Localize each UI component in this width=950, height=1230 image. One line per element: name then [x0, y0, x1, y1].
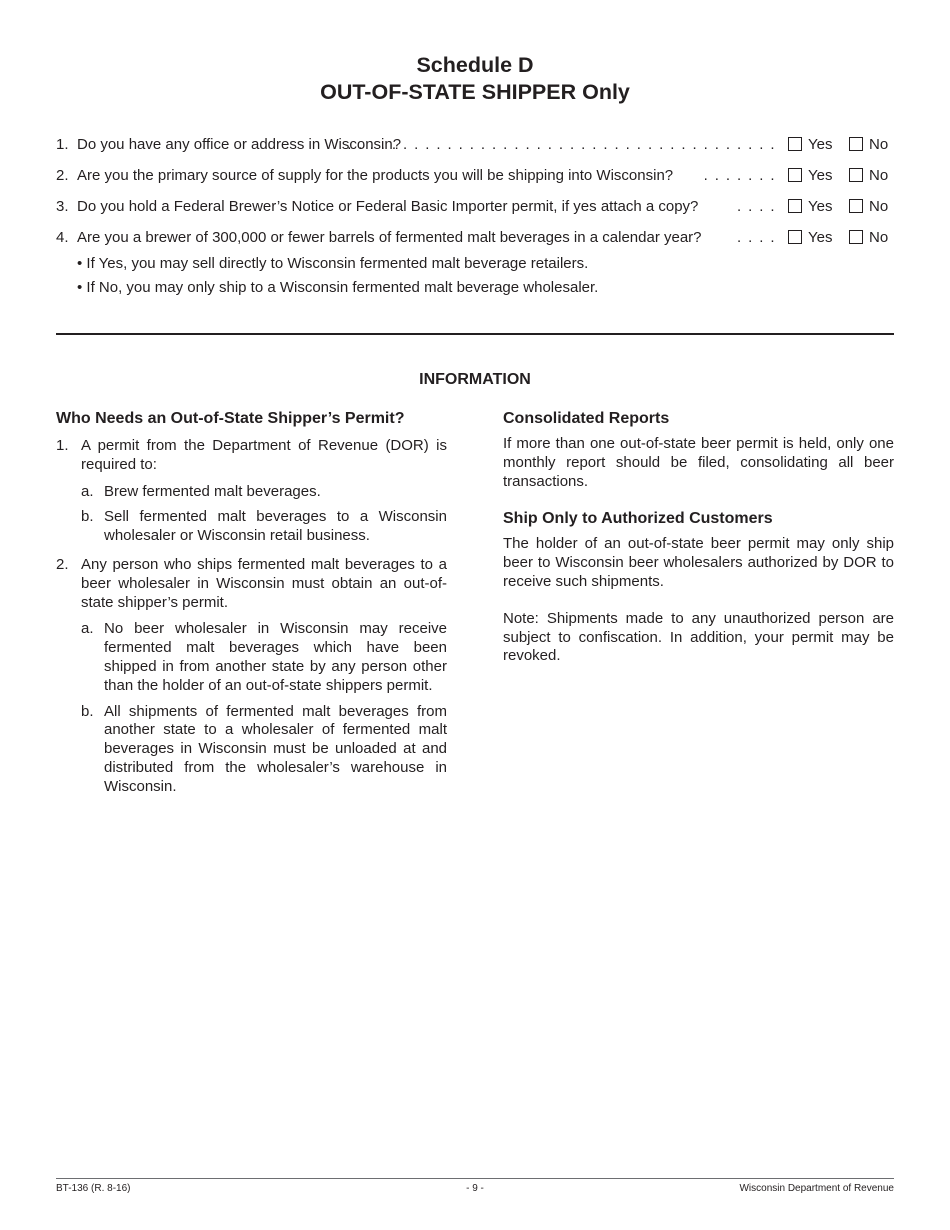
note-text: Note: Shipments made to any unauthorized person are subject to confiscation. In addition, your permit may be revoked.	[503, 609, 894, 665]
leader-dots: . . . .	[737, 198, 776, 215]
agency-name: Wisconsin Department of Revenue	[739, 1183, 894, 1194]
list-item-2b	[56, 703, 447, 797]
question-4	[56, 227, 894, 249]
form-number: BT-136 (R. 8-16)	[56, 1183, 131, 1194]
list-label: b.	[81, 508, 94, 526]
question-text: Do you have any office or address in Wisconsin?	[77, 136, 402, 153]
list-text: Sell fermented malt beverages to a Wisconsin wholesaler or Wisconsin retail business.	[104, 508, 447, 545]
leader-dots: . . . . . . .	[703, 167, 776, 184]
leader-dots: . . . .	[737, 229, 776, 246]
list-text: Brew fermented malt beverages.	[104, 482, 321, 500]
page-title	[0, 52, 950, 106]
checkbox-label: Yes	[808, 229, 833, 246]
ship-only-heading: Ship Only to Authorized Customers	[503, 510, 773, 528]
checkbox-label: Yes	[808, 136, 833, 153]
checkbox[interactable]	[788, 230, 802, 244]
question-text: Are you the primary source of supply for the products you will be shipping into Wisconsin?	[77, 167, 674, 184]
list-item-1	[56, 437, 447, 475]
checkbox[interactable]	[788, 168, 802, 182]
consolidated-reports-heading: Consolidated Reports	[503, 410, 670, 427]
checkbox[interactable]	[788, 137, 802, 151]
list-label: 1.	[56, 437, 69, 454]
page-number: - 9 -	[466, 1183, 484, 1194]
section-divider	[56, 333, 894, 335]
question-text: Are you a brewer of 300,000 or fewer barrels of fermented malt beverages in a calendar year?	[77, 229, 702, 246]
list-item-1a	[56, 483, 447, 502]
checkbox-label: No	[869, 229, 889, 246]
list-text: No beer wholesaler in Wisconsin may receive fermented malt beverages which have been shipped in from another state by any person other than the holder of an out-of-state shippers permit.	[104, 620, 447, 694]
list-text: Any person who ships fermented malt beverages to a beer wholesaler in Wisconsin must obtain an out-of-state shipper’s permit.	[81, 555, 447, 611]
question-number: 4.	[56, 229, 69, 246]
list-item-1b	[56, 508, 447, 546]
checkbox[interactable]	[849, 230, 863, 244]
footer-divider	[56, 1178, 894, 1179]
list-item-2	[56, 556, 447, 612]
information-heading: INFORMATION	[419, 371, 531, 388]
question-3	[56, 196, 894, 218]
bullet-yes: • If Yes, you may sell directly to Wisconsin fermented malt beverage retailers.	[77, 255, 589, 272]
checkbox-label: No	[869, 136, 889, 153]
bullet-no: • If No, you may only ship to a Wisconsin fermented malt beverage wholesaler.	[77, 279, 599, 296]
leader-dots: . . . . . . . . . . . . . . . . . . . . . . . . . . . . . . . . . . . . . . .	[347, 136, 776, 153]
checkbox[interactable]	[788, 199, 802, 213]
list-item-2a	[56, 620, 447, 695]
right-column	[503, 409, 894, 666]
schedule-subtitle: OUT-OF-STATE SHIPPER Only	[320, 80, 630, 104]
list-label: b.	[81, 702, 94, 720]
consolidated-reports-text: If more than one out-of-state beer permit is held, only one monthly report should be filed, consolidating all beer transactions.	[503, 435, 894, 490]
list-text: All shipments of fermented malt beverages from another state to a wholesaler of fermented malt beverages in Wisconsin must be unloaded at and distributed from the wholesaler’s warehouse in Wisconsin.	[104, 702, 447, 795]
checkbox[interactable]	[849, 199, 863, 213]
checkbox[interactable]	[849, 168, 863, 182]
checkbox[interactable]	[849, 137, 863, 151]
question-2	[56, 165, 894, 187]
schedule-title: Schedule D	[416, 53, 534, 77]
question-number: 2.	[56, 167, 69, 184]
question-number: 3.	[56, 198, 69, 215]
ship-only-text: The holder of an out-of-state beer permit may only ship beer to Wisconsin beer wholesalers authorized by DOR to receive such shipments.	[503, 535, 894, 590]
checkbox-label: No	[869, 198, 889, 215]
left-column	[56, 409, 447, 797]
checkbox-label: Yes	[808, 198, 833, 215]
checkbox-label: No	[869, 167, 889, 184]
list-label: a.	[81, 620, 94, 638]
who-needs-heading: Who Needs an Out-of-State Shipper’s Permit?	[56, 410, 405, 427]
checkbox-label: Yes	[808, 167, 833, 184]
list-label: 2.	[56, 555, 69, 573]
question-number: 1.	[56, 136, 69, 153]
question-text: Do you hold a Federal Brewer’s Notice or Federal Basic Importer permit, if yes attach a copy?	[77, 198, 699, 215]
question-1	[56, 134, 894, 156]
list-label: a.	[81, 482, 94, 500]
list-text: A permit from the Department of Revenue (DOR) is required to:	[81, 437, 447, 473]
